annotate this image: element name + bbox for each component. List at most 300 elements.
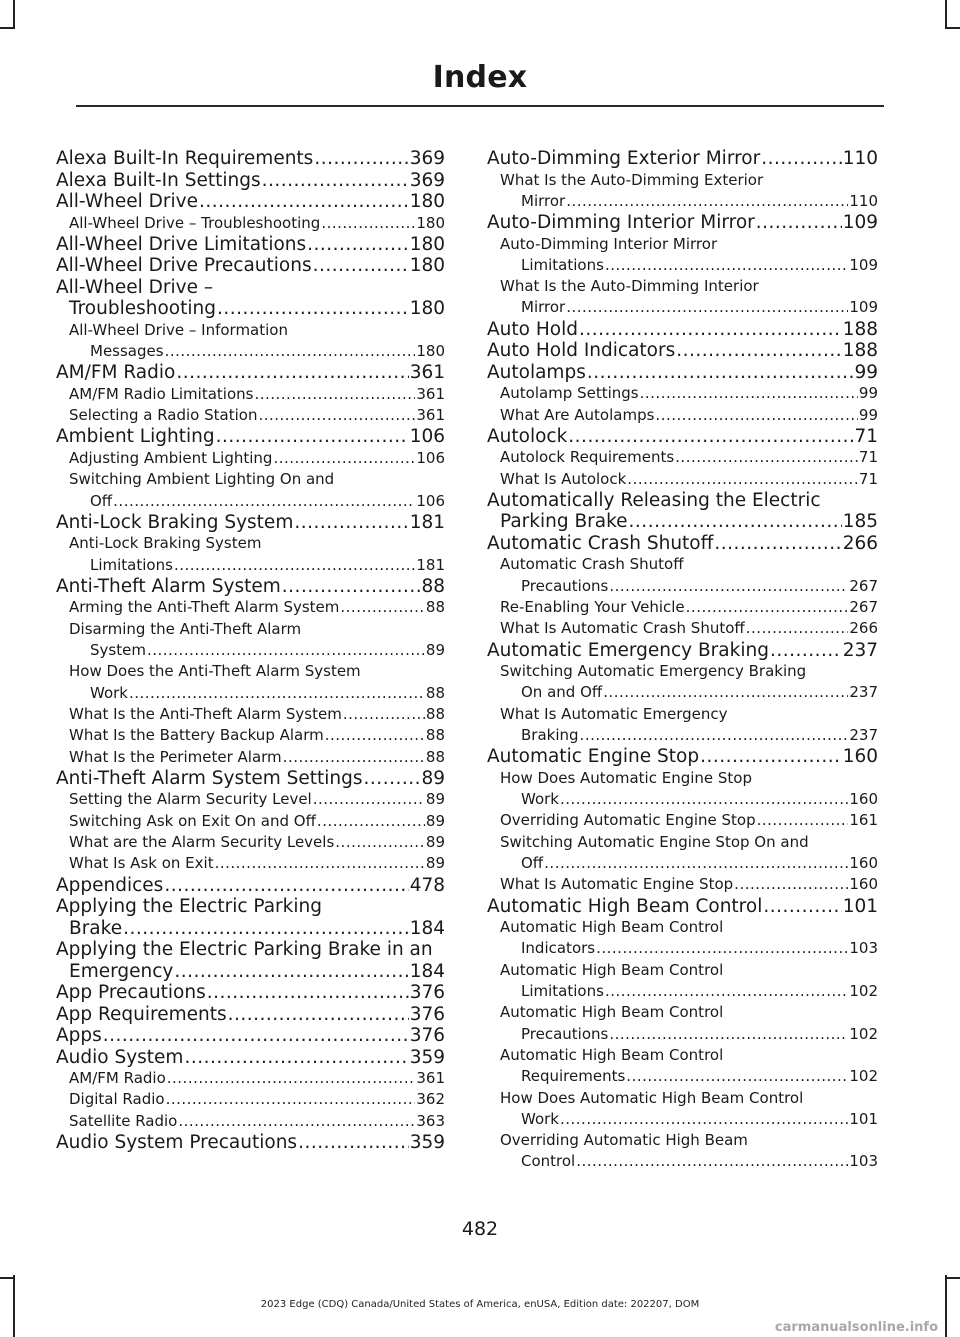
page-reference: 267 bbox=[849, 576, 878, 595]
entry-title: Brake bbox=[69, 917, 123, 939]
dot-leader bbox=[605, 255, 848, 276]
entry-lead-text: Switching Automatic Engine Stop On and bbox=[500, 832, 809, 851]
index-entry bbox=[487, 319, 878, 341]
entry-title: Overriding Automatic Engine Stop bbox=[500, 811, 756, 830]
page-reference: 89 bbox=[425, 832, 445, 851]
page-reference: 102 bbox=[849, 1067, 878, 1086]
entry-title: Setting the Alarm Security Level bbox=[69, 790, 312, 809]
entry-title: What Is the Perimeter Alarm bbox=[69, 747, 282, 766]
page-reference: 237 bbox=[849, 683, 878, 702]
page-reference: 101 bbox=[842, 895, 878, 917]
dot-leader bbox=[215, 853, 425, 874]
entry-lead-text: Disarming the Anti-Theft Alarm bbox=[69, 619, 302, 638]
index-entry bbox=[56, 1047, 445, 1069]
dot-leader bbox=[307, 234, 409, 256]
index-subentry bbox=[487, 917, 878, 960]
entry-line bbox=[56, 298, 445, 320]
entry-lead-text: Automatic High Beam Control bbox=[500, 960, 724, 979]
index-entry bbox=[56, 1132, 445, 1154]
page-reference: 376 bbox=[409, 1025, 445, 1047]
index-subentry bbox=[487, 1088, 878, 1131]
page-reference: 361 bbox=[416, 1069, 445, 1088]
title-divider bbox=[76, 105, 884, 107]
page-reference: 160 bbox=[849, 875, 878, 894]
entry-title: Work bbox=[521, 790, 559, 809]
dot-leader bbox=[763, 896, 841, 918]
dot-leader bbox=[566, 297, 848, 318]
entry-title: On and Off bbox=[521, 683, 603, 702]
index-subentry bbox=[56, 1068, 445, 1089]
index-subentry bbox=[56, 1089, 445, 1110]
entry-line bbox=[500, 853, 878, 874]
entry-title: Re-Enabling Your Vehicle bbox=[500, 598, 685, 617]
entry-line bbox=[69, 597, 445, 618]
page-reference: 359 bbox=[409, 1046, 445, 1068]
entry-line bbox=[500, 618, 878, 639]
entry-title: Mirror bbox=[521, 298, 566, 317]
dot-leader bbox=[576, 1151, 848, 1172]
index-subentry bbox=[56, 384, 445, 405]
index-subentry bbox=[56, 747, 445, 768]
page-reference: 180 bbox=[409, 255, 445, 277]
page-reference: 109 bbox=[849, 298, 878, 317]
index-entry bbox=[56, 1025, 445, 1047]
page-reference: 102 bbox=[849, 1024, 878, 1043]
entry-line bbox=[56, 1132, 445, 1154]
entry-title: Requirements bbox=[521, 1067, 626, 1086]
index-subentry bbox=[487, 1045, 878, 1088]
dot-leader bbox=[254, 384, 415, 405]
entry-title: Arming the Anti-Theft Alarm System bbox=[69, 598, 340, 617]
index-entry bbox=[56, 512, 445, 534]
entry-line bbox=[69, 811, 445, 832]
entry-line bbox=[69, 1111, 445, 1132]
index-subentry bbox=[487, 874, 878, 895]
entry-lead-text: Overriding Automatic High Beam bbox=[500, 1131, 748, 1150]
page-reference: 363 bbox=[416, 1111, 445, 1130]
entry-title: All-Wheel Drive bbox=[56, 191, 198, 212]
page-reference: 369 bbox=[409, 169, 445, 191]
entry-line bbox=[500, 1151, 878, 1172]
entry-title: Limitations bbox=[521, 982, 604, 1001]
page-reference: 71 bbox=[854, 425, 878, 447]
page-reference: 376 bbox=[409, 982, 445, 1004]
page-reference: 160 bbox=[842, 746, 878, 768]
entry-line bbox=[500, 682, 878, 703]
entry-line bbox=[500, 1024, 878, 1045]
entry-title: AM/FM Radio Limitations bbox=[69, 384, 254, 403]
index-subentry bbox=[487, 405, 878, 426]
entry-line bbox=[500, 447, 878, 468]
entry-lead-text: Applying the Electric Parking bbox=[56, 896, 322, 918]
entry-line bbox=[56, 234, 445, 256]
dot-leader bbox=[282, 576, 421, 598]
entry-line bbox=[56, 918, 445, 940]
index-entry bbox=[56, 234, 445, 256]
entry-lead-text: What Is the Auto-Dimming Interior bbox=[500, 277, 759, 296]
index-entry bbox=[487, 896, 878, 918]
index-subentry bbox=[487, 234, 878, 277]
index-entry bbox=[487, 426, 878, 448]
page-reference: 266 bbox=[842, 532, 878, 554]
index-entry bbox=[56, 939, 445, 982]
dot-leader bbox=[317, 811, 425, 832]
dot-leader bbox=[174, 961, 408, 983]
entry-lead-text: What Is the Auto-Dimming Exterior bbox=[500, 170, 764, 189]
index-subentry bbox=[56, 704, 445, 725]
entry-line bbox=[69, 491, 445, 512]
index-entry bbox=[487, 340, 878, 362]
index-subentry bbox=[56, 853, 445, 874]
dot-leader bbox=[756, 212, 842, 234]
index-entry bbox=[56, 191, 445, 213]
entry-line bbox=[500, 191, 878, 212]
entry-line bbox=[69, 448, 445, 469]
entry-line bbox=[487, 319, 878, 341]
page-reference: 109 bbox=[849, 255, 878, 274]
entry-title: Autolock bbox=[487, 425, 568, 447]
index-subentry bbox=[56, 811, 445, 832]
dot-leader bbox=[166, 1089, 416, 1110]
page-reference: 266 bbox=[849, 619, 878, 638]
dot-leader bbox=[207, 982, 409, 1004]
entry-title: Limitations bbox=[521, 255, 604, 274]
entry-line bbox=[487, 362, 878, 384]
entry-title: Auto-Dimming Exterior Mirror bbox=[487, 148, 761, 169]
dot-leader bbox=[167, 1068, 416, 1089]
dot-leader bbox=[129, 683, 425, 704]
crop-mark bbox=[0, 27, 15, 29]
entry-title: Apps bbox=[56, 1025, 102, 1047]
entry-title: App Requirements bbox=[56, 1003, 227, 1025]
entry-line bbox=[500, 469, 878, 490]
entry-line bbox=[500, 1066, 878, 1087]
page-reference: 184 bbox=[409, 917, 445, 939]
index-subentry bbox=[56, 213, 445, 234]
entry-line bbox=[56, 961, 445, 983]
entry-lead-text: Switching Automatic Emergency Braking bbox=[500, 662, 807, 681]
index-subentry bbox=[56, 533, 445, 576]
dot-leader bbox=[700, 746, 842, 768]
entry-title: Control bbox=[521, 1152, 576, 1171]
page-reference: 361 bbox=[416, 406, 445, 425]
entry-line bbox=[69, 789, 445, 810]
dot-leader bbox=[629, 511, 842, 533]
entry-title: Selecting a Radio Station bbox=[69, 406, 258, 425]
dot-leader bbox=[321, 213, 415, 234]
dot-leader bbox=[313, 789, 425, 810]
entry-line bbox=[56, 1025, 445, 1047]
entry-line bbox=[500, 725, 878, 746]
index-entry bbox=[487, 746, 878, 768]
entry-line bbox=[69, 555, 445, 576]
entry-line bbox=[56, 576, 445, 598]
entry-title: Parking Brake bbox=[500, 511, 628, 533]
entry-line bbox=[69, 640, 445, 661]
entry-line bbox=[69, 405, 445, 426]
index-entry bbox=[56, 896, 445, 939]
entry-line bbox=[500, 255, 878, 276]
index-subentry bbox=[487, 383, 878, 404]
entry-title: Precautions bbox=[521, 1024, 609, 1043]
entry-line bbox=[487, 148, 878, 170]
dot-leader bbox=[184, 1047, 408, 1069]
page-reference: 106 bbox=[416, 448, 445, 467]
dot-leader bbox=[675, 447, 858, 468]
page-reference: 160 bbox=[849, 790, 878, 809]
entry-line bbox=[500, 405, 878, 426]
page-reference: 188 bbox=[842, 318, 878, 340]
entry-line bbox=[500, 938, 878, 959]
entry-line bbox=[487, 896, 878, 918]
dot-leader bbox=[596, 938, 848, 959]
index-entry bbox=[56, 170, 445, 192]
dot-leader bbox=[566, 191, 848, 212]
page-reference: 110 bbox=[849, 191, 878, 210]
index-subentry bbox=[56, 320, 445, 363]
entry-line bbox=[56, 255, 445, 277]
dot-leader bbox=[746, 618, 849, 639]
entry-line bbox=[500, 383, 878, 404]
page-reference: 267 bbox=[849, 598, 878, 617]
index-entry bbox=[487, 212, 878, 234]
page-reference: 185 bbox=[842, 511, 878, 533]
entry-line bbox=[56, 148, 445, 170]
page-reference: 184 bbox=[409, 960, 445, 982]
dot-leader bbox=[340, 597, 425, 618]
entry-line bbox=[56, 1004, 445, 1026]
entry-title: Satellite Radio bbox=[69, 1111, 178, 1130]
dot-leader bbox=[544, 853, 848, 874]
footer-edition-info: 2023 Edge (CDQ) Canada/United States of America, enUSA, Edition date: 202207, DOM bbox=[260, 1299, 700, 1310]
entry-title: Anti-Theft Alarm System bbox=[56, 575, 281, 597]
crop-mark bbox=[13, 0, 15, 28]
index-subentry bbox=[487, 1130, 878, 1173]
page-reference: 99 bbox=[858, 384, 878, 403]
entry-line bbox=[500, 597, 878, 618]
entry-line bbox=[500, 874, 878, 895]
dot-leader bbox=[560, 789, 848, 810]
dot-leader bbox=[761, 148, 841, 170]
entry-title: What Is Ask on Exit bbox=[69, 854, 214, 873]
dot-leader bbox=[313, 255, 409, 277]
dot-leader bbox=[228, 1004, 409, 1026]
entry-title: Mirror bbox=[521, 191, 566, 210]
page-reference: 188 bbox=[842, 340, 878, 362]
entry-lead-text: Automatic Crash Shutoff bbox=[500, 555, 684, 574]
crop-mark bbox=[945, 1277, 960, 1279]
page-reference: 376 bbox=[409, 1003, 445, 1025]
dot-leader bbox=[734, 874, 848, 895]
index-entry bbox=[487, 490, 878, 533]
index-subentry bbox=[487, 469, 878, 490]
entry-line bbox=[69, 1068, 445, 1089]
entry-title: Alexa Built-In Settings bbox=[56, 169, 261, 191]
dot-leader bbox=[174, 555, 415, 576]
entry-title: Appendices bbox=[56, 874, 164, 896]
index-subentry bbox=[487, 960, 878, 1003]
entry-line bbox=[69, 213, 445, 234]
dot-leader bbox=[103, 1025, 409, 1047]
entry-title: Messages bbox=[90, 342, 164, 361]
dot-leader bbox=[164, 875, 408, 897]
entry-lead-text: Automatic High Beam Control bbox=[500, 1003, 724, 1022]
dot-leader bbox=[714, 533, 841, 555]
page-reference: 478 bbox=[409, 874, 445, 896]
entry-title: What Is the Anti-Theft Alarm System bbox=[69, 704, 342, 723]
page-reference: 181 bbox=[416, 555, 445, 574]
entry-lead-text: Switching Ambient Lighting On and bbox=[69, 470, 335, 489]
page-reference: 89 bbox=[425, 790, 445, 809]
index-entry bbox=[56, 1004, 445, 1026]
index-entry bbox=[487, 533, 878, 555]
dot-leader bbox=[686, 597, 849, 618]
dot-leader bbox=[273, 448, 415, 469]
page-reference: 89 bbox=[425, 641, 445, 660]
index-column-left bbox=[56, 148, 445, 1153]
page-reference: 88 bbox=[425, 683, 445, 702]
page-reference: 181 bbox=[409, 511, 445, 533]
dot-leader bbox=[580, 725, 849, 746]
dot-leader bbox=[165, 341, 416, 362]
entry-title: Adjusting Ambient Lighting bbox=[69, 448, 273, 467]
entry-title: Autolamps bbox=[487, 361, 586, 383]
entry-title: AM/FM Radio bbox=[69, 1069, 166, 1088]
dot-leader bbox=[603, 682, 848, 703]
index-subentry bbox=[487, 447, 878, 468]
page-reference: 180 bbox=[409, 298, 445, 320]
page-number: 482 bbox=[461, 1218, 499, 1240]
dot-leader bbox=[568, 426, 853, 448]
entry-title: AM/FM Radio bbox=[56, 362, 176, 384]
page-reference: 88 bbox=[425, 726, 445, 745]
entry-title: Troubleshooting bbox=[69, 298, 216, 320]
entry-line bbox=[487, 746, 878, 768]
entry-title: Anti-Lock Braking System bbox=[56, 511, 294, 533]
entry-lead-text: Automatic High Beam Control bbox=[500, 1045, 724, 1064]
entry-title: Off bbox=[521, 854, 544, 873]
index-entry bbox=[56, 426, 445, 448]
entry-title: Precautions bbox=[521, 576, 609, 595]
entry-title: Anti-Theft Alarm System Settings bbox=[56, 767, 363, 789]
index-entry bbox=[56, 362, 445, 384]
dot-leader bbox=[325, 725, 425, 746]
page-reference: 180 bbox=[416, 213, 445, 232]
index-subentry bbox=[56, 469, 445, 512]
entry-line bbox=[500, 1109, 878, 1130]
dot-leader bbox=[676, 340, 841, 362]
page-title: Index bbox=[432, 60, 528, 95]
entry-line bbox=[56, 1047, 445, 1069]
entry-title: Alexa Built-In Requirements bbox=[56, 148, 314, 169]
entry-title: Work bbox=[521, 1109, 559, 1128]
page-reference: 361 bbox=[409, 362, 445, 384]
dot-leader bbox=[199, 191, 409, 213]
entry-title: What Is Automatic Crash Shutoff bbox=[500, 619, 745, 638]
dot-leader bbox=[364, 768, 421, 790]
index-subentry bbox=[487, 832, 878, 875]
entry-line bbox=[56, 191, 445, 213]
dot-leader bbox=[176, 362, 408, 384]
page-reference: 99 bbox=[858, 405, 878, 424]
entry-line bbox=[487, 340, 878, 362]
entry-line bbox=[69, 725, 445, 746]
index-subentry bbox=[487, 768, 878, 811]
page-reference: 106 bbox=[409, 426, 445, 448]
page-reference: 161 bbox=[849, 811, 878, 830]
page-reference: 88 bbox=[425, 704, 445, 723]
entry-lead-text: How Does Automatic High Beam Control bbox=[500, 1088, 804, 1107]
entry-line bbox=[500, 576, 878, 597]
entry-line bbox=[487, 426, 878, 448]
page-reference: 180 bbox=[409, 191, 445, 212]
dot-leader bbox=[123, 918, 409, 940]
entry-line bbox=[56, 768, 445, 790]
page-reference: 103 bbox=[849, 1152, 878, 1171]
entry-title: Automatic Crash Shutoff bbox=[487, 532, 714, 554]
crop-mark bbox=[945, 0, 947, 28]
entry-title: What Is Autolock bbox=[500, 469, 627, 488]
entry-lead-text: Auto-Dimming Interior Mirror bbox=[500, 234, 718, 253]
index-subentry bbox=[487, 704, 878, 747]
entry-line bbox=[56, 512, 445, 534]
page-reference: 369 bbox=[409, 148, 445, 169]
entry-line bbox=[56, 982, 445, 1004]
entry-lead-text: How Does Automatic Engine Stop bbox=[500, 768, 753, 787]
page-reference: 89 bbox=[421, 767, 445, 789]
dot-leader bbox=[640, 383, 858, 404]
entry-title: Automatic Emergency Braking bbox=[487, 639, 769, 661]
index-subentry bbox=[56, 597, 445, 618]
page-reference: 180 bbox=[416, 342, 445, 361]
index-subentry bbox=[487, 597, 878, 618]
dot-leader bbox=[560, 1109, 848, 1130]
entry-lead-text: Applying the Electric Parking Brake in an bbox=[56, 939, 433, 961]
entry-line bbox=[500, 810, 878, 831]
entry-lead-text: How Does the Anti-Theft Alarm System bbox=[69, 662, 361, 681]
entry-line bbox=[487, 511, 878, 533]
entry-line bbox=[56, 875, 445, 897]
page-reference: 106 bbox=[416, 491, 445, 510]
dot-leader bbox=[262, 170, 409, 192]
watermark: carmanualsonline.info bbox=[774, 1320, 938, 1335]
entry-line bbox=[69, 853, 445, 874]
page-reference: 359 bbox=[409, 1131, 445, 1153]
page-reference: 180 bbox=[409, 233, 445, 255]
entry-title: Auto Hold bbox=[487, 318, 578, 340]
page-reference: 89 bbox=[425, 811, 445, 830]
dot-leader bbox=[113, 491, 415, 512]
index-subentry bbox=[487, 810, 878, 831]
page-reference: 99 bbox=[854, 361, 878, 383]
entry-lead-text: Anti-Lock Braking System bbox=[69, 534, 262, 553]
page-reference: 88 bbox=[425, 598, 445, 617]
index-subentry bbox=[56, 789, 445, 810]
entry-title: System bbox=[90, 641, 146, 660]
dot-leader bbox=[314, 148, 408, 170]
entry-line bbox=[487, 640, 878, 662]
index-subentry bbox=[487, 661, 878, 704]
entry-line bbox=[69, 683, 445, 704]
entry-title: What Is the Battery Backup Alarm bbox=[69, 726, 324, 745]
index-entry bbox=[56, 576, 445, 598]
entry-title: Braking bbox=[521, 726, 579, 745]
index-subentry bbox=[56, 405, 445, 426]
entry-title: Automatic Engine Stop bbox=[487, 746, 700, 768]
dot-leader bbox=[147, 640, 425, 661]
entry-line bbox=[69, 384, 445, 405]
index-entry bbox=[487, 640, 878, 662]
